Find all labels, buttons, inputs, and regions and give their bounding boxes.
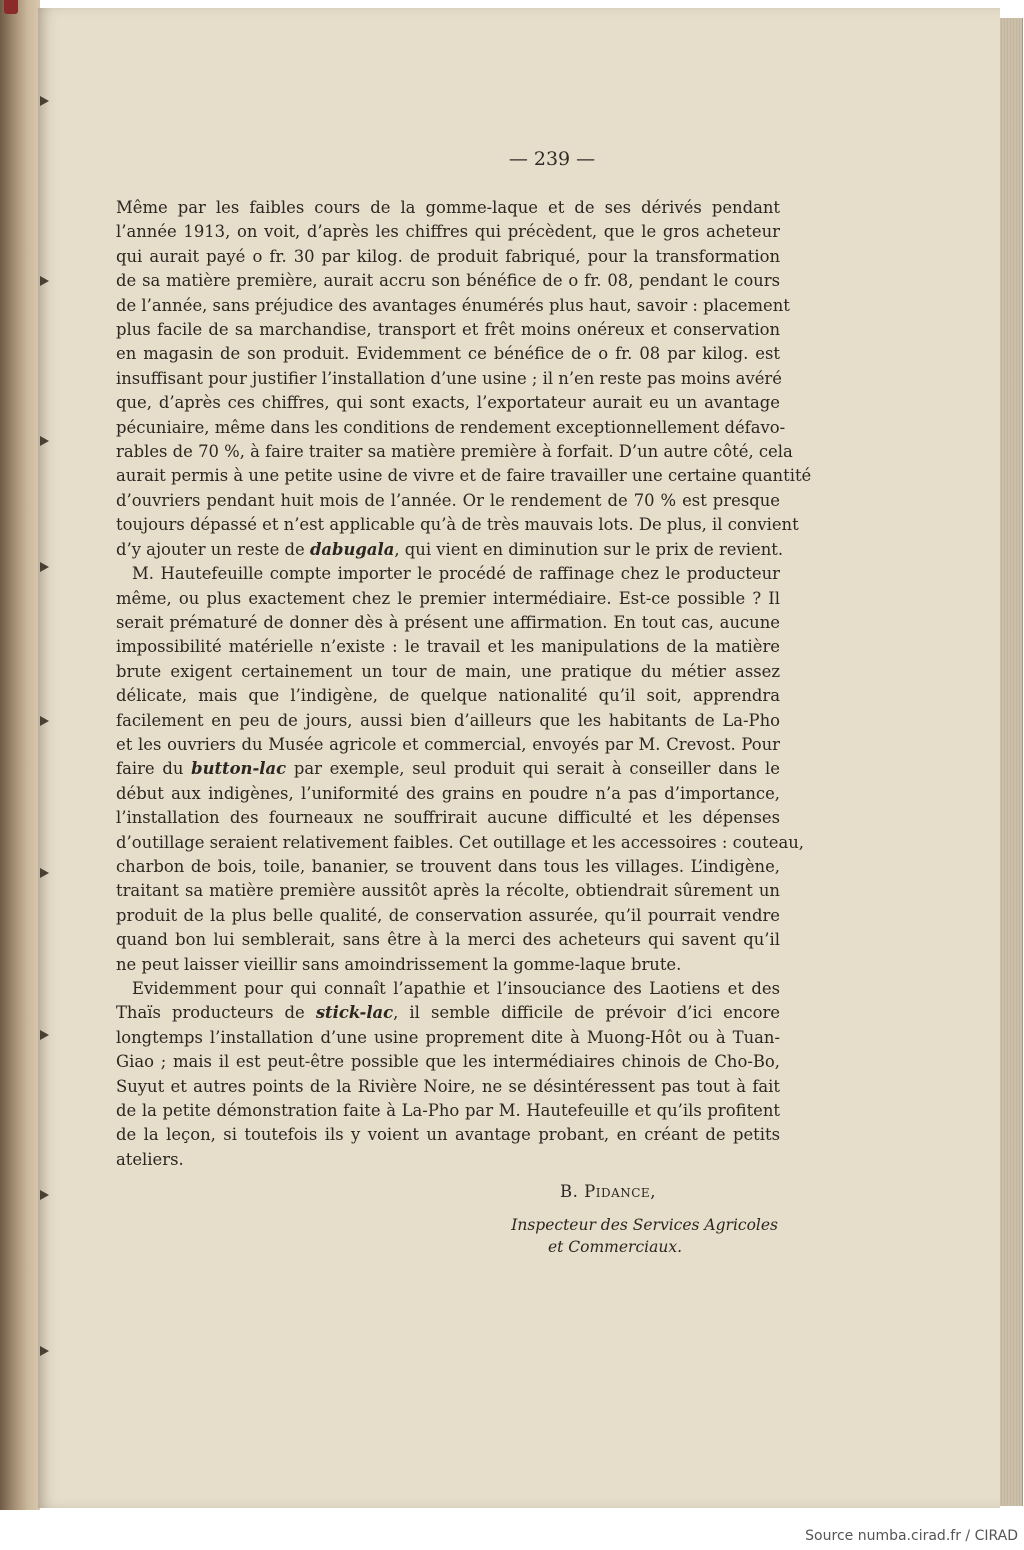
signature-title	[478, 1214, 778, 1258]
italic-term: dabugala	[309, 539, 395, 559]
margin-mark	[40, 276, 49, 286]
text-line: début aux indigènes, l’uniformité des grains en poudre n’a pas d’importance,	[116, 783, 780, 803]
text-line: facilement en peu de jours, aussi bien d’ailleurs que les habitants de La-Pho	[116, 710, 780, 730]
text-line: impossibilité matérielle n’existe : le travail et les manipulations de la matière	[116, 637, 780, 657]
text-line: même, ou plus exactement chez le premier intermédiaire. Est-ce possible ? Il	[116, 588, 780, 608]
text-segment: , il semble difficile de prévoir d’ici encore	[393, 1003, 781, 1023]
text-line: de la leçon, si toutefois ils y voient un avantage probant, en créant de petits	[116, 1125, 780, 1145]
margin-mark	[40, 716, 49, 726]
text-line: ne peut laisser vieillir sans amoindrissement la gomme-laque brute.	[116, 954, 682, 974]
text-line: et les ouvriers du Musée agricole et commercial, envoyés par M. Crevost. Pour	[116, 734, 780, 754]
text-line: qui aurait payé o fr. 30 par kilog. de produit fabriqué, pour la transformation	[116, 246, 780, 266]
text-line: délicate, mais que l’indigène, de quelque nationalité qu’il soit, apprendra	[116, 686, 780, 706]
bookmark-ribbon	[4, 0, 18, 14]
text-line: serait prématuré de donner dès à présent une affirmation. En tout cas, aucune	[116, 612, 780, 632]
signature-surname: Pidance,	[584, 1182, 656, 1201]
text-line: de la petite démonstration faite à La-Pho par M. Hautefeuille et qu’ils profitent	[116, 1101, 780, 1121]
margin-mark	[40, 1190, 49, 1200]
paragraph-1	[116, 196, 812, 562]
margin-mark	[40, 96, 49, 106]
text-line: d’outillage seraient relativement faibles. Cet outillage et les accessoires : couteau,	[116, 832, 804, 852]
signature-title-line: Inspecteur des Services Agricoles	[511, 1216, 778, 1234]
text-line: toujours dépassé et n’est applicable qu’à de très mauvais lots. De plus, il convient	[116, 515, 799, 535]
text-line: l’installation des fourneaux ne souffrirait aucune difficulté et les dépenses	[116, 808, 780, 828]
paragraph-3	[116, 977, 780, 1172]
signature-initial: B.	[560, 1182, 585, 1201]
text-line: Suyut et autres points de la Rivière Noire, ne se désintéressent pas tout à fait	[116, 1076, 780, 1096]
text-line: aurait permis à une petite usine de vivre et de faire travailler une certaine quantité	[116, 466, 812, 486]
text-line	[116, 757, 780, 781]
text-line: d’ouvriers pendant huit mois de l’année. Or le rendement de 70 % est presque	[116, 490, 780, 510]
text-line: M. Hautefeuille compte importer le procédé de raffinage chez le producteur	[132, 564, 780, 584]
text-line: quand bon lui semblerait, sans être à la merci des acheteurs qui savent qu’il	[116, 930, 780, 950]
italic-term: button-lac	[191, 759, 287, 779]
text-line: longtemps l’installation d’une usine proprement dite à Muong-Hôt ou à Tuan-	[116, 1027, 780, 1047]
text-line: pécuniaire, même dans les conditions de rendement exceptionnellement défavo-	[116, 417, 786, 437]
page-edges	[1000, 18, 1023, 1506]
book-binding	[0, 0, 40, 1510]
italic-term: stick-lac	[315, 1003, 394, 1023]
text-line: ateliers.	[116, 1149, 184, 1169]
paragraph-2	[116, 562, 804, 977]
text-line: l’année 1913, on voit, d’après les chiffres qui précèdent, que le gros acheteur	[116, 222, 780, 242]
text-segment: par exemple, seul produit qui serait à conseiller dans le	[286, 759, 780, 779]
text-line: charbon de bois, toile, bananier, se trouvent dans tous les villages. L’indigène,	[116, 856, 780, 876]
page-number: — 239 —	[508, 148, 596, 170]
margin-mark	[40, 868, 49, 878]
body-text	[116, 196, 812, 1172]
text-line	[116, 1001, 780, 1025]
text-line: insuffisant pour justifier l’installation d’une usine ; il n’en reste pas moins avéré	[116, 368, 782, 388]
text-segment: , qui vient en diminution sur le prix de revient.	[394, 539, 784, 559]
text-line: produit de la plus belle qualité, de conservation assurée, qu’il pourrait vendre	[116, 905, 780, 925]
signature-title-line: et Commerciaux.	[547, 1238, 682, 1256]
text-line	[116, 538, 784, 562]
text-line: en magasin de son produit. Evidemment ce bénéfice de o fr. 08 par kilog. est	[116, 344, 780, 364]
text-line: de sa matière première, aurait accru son bénéfice de o fr. 08, pendant le cours	[116, 271, 780, 291]
text-line: de l’année, sans préjudice des avantages énumérés plus haut, savoir : placement	[116, 295, 790, 315]
text-line: que, d’après ces chiffres, qui sont exacts, l’exportateur aurait eu un avantage	[116, 393, 780, 413]
text-segment: Thaïs producteurs de	[116, 1003, 316, 1023]
margin-mark	[40, 1346, 49, 1356]
margin-mark	[40, 562, 49, 572]
text-line: Evidemment pour qui connaît l’apathie et l’insouciance des Laotiens et des	[132, 979, 780, 998]
text-line: brute exigent certainement un tour de main, une pratique du métier assez	[116, 661, 780, 681]
text-line: rables de 70 %, à faire traiter sa matière première à forfait. D’un autre côté, cela	[116, 442, 793, 462]
text-line: Giao ; mais il est peut-être possible que les intermédiaires chinois de Cho-Bo,	[116, 1052, 780, 1072]
source-credit: Source numba.cirad.fr / CIRAD	[805, 1528, 1018, 1544]
text-segment: faire du	[116, 759, 192, 779]
margin-mark	[40, 1030, 49, 1040]
signature-name	[560, 1182, 656, 1201]
text-line: plus facile de sa marchandise, transport et frêt moins onéreux et conservation	[116, 320, 780, 340]
text-line: Même par les faibles cours de la gomme-laque et de ses dérivés pendant	[116, 198, 780, 217]
text-line: traitant sa matière première aussitôt après la récolte, obtiendrait sûrement un	[116, 881, 780, 901]
text-segment: d’y ajouter un reste de	[116, 539, 310, 559]
margin-mark	[40, 436, 49, 446]
